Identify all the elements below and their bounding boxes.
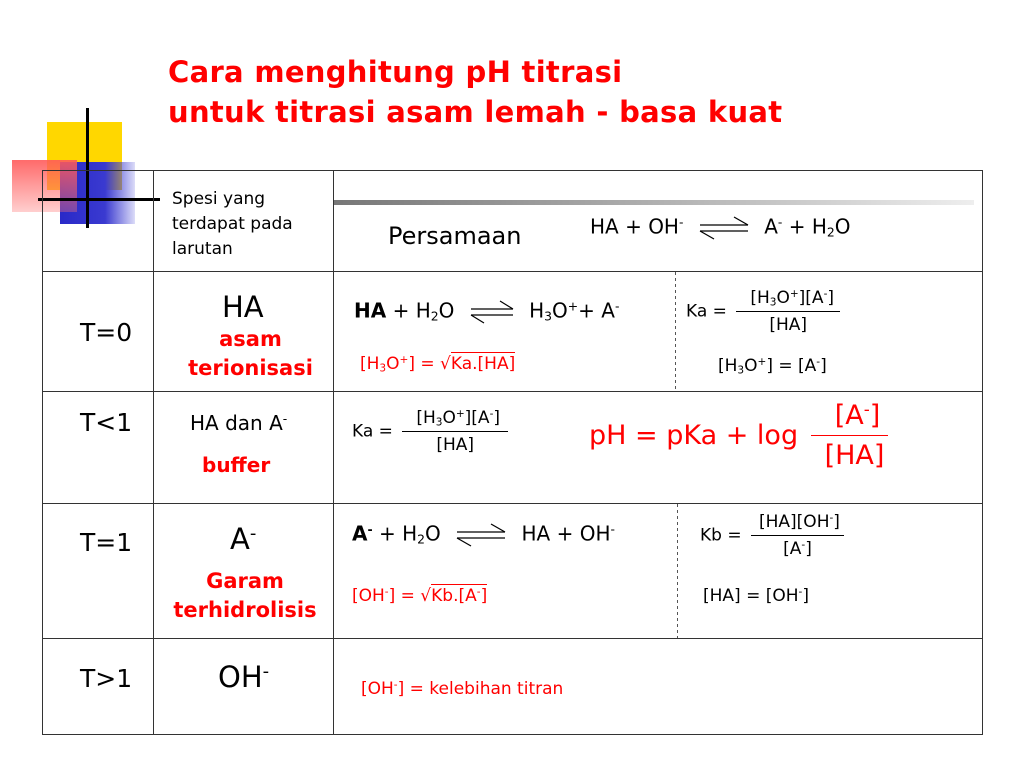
ph-equation	[589, 400, 888, 471]
eq-a: [HA] = [OH	[703, 586, 799, 606]
row-t0-note: asam terionisasi	[188, 327, 313, 380]
equilibrium-arrow-icon	[453, 520, 509, 550]
row-t1lt-species	[190, 411, 287, 435]
sqrt-icon: √	[440, 354, 451, 374]
ka-num-c: ][A	[464, 408, 490, 428]
row-t0-formula-b: O	[386, 354, 400, 374]
kb-num-a: [HA][OH	[759, 512, 830, 532]
row-t0-formula	[360, 354, 515, 374]
header-equation-label: Persamaan	[388, 222, 522, 250]
row-t1-formula-radicand	[431, 584, 487, 606]
ka-num-sub: 3	[769, 296, 777, 309]
ph-log-fraction	[811, 400, 889, 471]
ka-numerator	[402, 408, 508, 432]
kb-fraction	[751, 512, 844, 559]
ka-fraction	[736, 288, 840, 335]
reaction-rhs-b-sub: 2	[826, 224, 835, 240]
ka-num-b: O	[776, 288, 790, 308]
row-t1gt-species-text: OH	[218, 660, 263, 694]
row-t0-product2-sup: -	[614, 298, 620, 314]
reaction-rhs-a-sup: -	[777, 214, 783, 230]
row-t1-time: T=1	[80, 528, 133, 557]
row-t1-note: Garam terhidrolisis	[173, 569, 317, 622]
eq-b: ]	[802, 586, 809, 606]
ka-denominator: [HA]	[769, 315, 808, 335]
row-t1gt-formula	[361, 679, 563, 699]
row-t1gt-species-sup: -	[262, 661, 270, 683]
header-species-label: Spesi yang terdapat pada larutan	[172, 189, 293, 259]
row-t0-reaction	[354, 297, 619, 327]
row-t1-formula-sup: -	[384, 586, 389, 599]
kb-num-sup: -	[829, 512, 834, 525]
ka-num-a: [H	[416, 408, 436, 428]
row-t0-formula-a: [H	[360, 354, 380, 374]
row-t1-formula-b: ] =	[388, 586, 421, 606]
kb-den-sup: -	[801, 539, 806, 552]
row-t1-reaction-sub: 2	[417, 531, 426, 547]
equilibrium-arrow-icon	[696, 213, 752, 243]
row-t0-time: T=0	[80, 318, 133, 347]
row-t1-product: HA + OH	[521, 521, 611, 546]
row-t1gt-species	[218, 660, 269, 694]
reaction-lhs-sup: -	[678, 214, 684, 230]
ph-num-b: ]	[869, 400, 881, 431]
eq-sub: 3	[737, 364, 745, 377]
kb-den-a: [A	[783, 539, 802, 559]
reaction-rhs-c: O	[834, 214, 851, 239]
row-t0-formula-radicand: Ka.[HA]	[450, 354, 516, 374]
ka-label: Ka =	[352, 421, 393, 442]
row-t0-product-sub: 3	[544, 308, 553, 324]
row-t0-reaction-part2: O	[438, 298, 455, 323]
row-t1-product-sup: -	[610, 521, 615, 537]
row-t1gt-time: T>1	[80, 664, 133, 693]
reaction-lhs: HA + OH	[590, 214, 679, 239]
eq-c: ] = [A	[766, 356, 817, 376]
row-t0-formula-sup: +	[399, 354, 409, 367]
ka-num-sup: +	[789, 288, 799, 301]
row-t1lt-species-text: HA dan A	[190, 411, 283, 435]
row-t1-kb	[700, 512, 844, 559]
ka-num-d: ]	[827, 288, 835, 308]
ka-fraction	[402, 408, 508, 455]
row-t1-reaction-bold: A	[352, 521, 368, 546]
eq-sup2: -	[816, 356, 821, 369]
row-t1-reaction-bold-sup: -	[367, 521, 373, 537]
eq-sup: +	[757, 356, 767, 369]
title-line-1: Cara menghitung pH titrasi	[168, 55, 623, 89]
eq-sup: -	[798, 586, 803, 599]
row-t1-reaction-part2: O	[425, 521, 441, 546]
kb-denominator	[779, 536, 816, 559]
header-shade-line	[334, 200, 974, 205]
row-t0-product: H	[529, 298, 545, 323]
row-t0-formula-sub: 3	[379, 362, 387, 375]
row-t0-reaction-sub: 2	[430, 308, 439, 324]
reaction-rhs-b: + H	[782, 214, 827, 239]
ka-num-c: ][A	[798, 288, 824, 308]
equilibrium-arrow-icon	[467, 297, 517, 327]
ph-num-a: [A	[834, 400, 864, 431]
eq-a: [H	[718, 356, 738, 376]
row-t0-ka	[686, 288, 840, 335]
ka-num-sup2: -	[489, 408, 494, 421]
row-t1-equality	[703, 586, 809, 606]
row-t1gt-formula-sup: -	[393, 679, 398, 692]
ka-num-sup: +	[455, 408, 465, 421]
sqrt-icon: √	[420, 586, 432, 606]
ka-num-sup2: -	[823, 288, 828, 301]
row-t1lt-ka	[352, 408, 508, 455]
row-t1-species	[230, 522, 256, 556]
row-t0-product2: + A	[578, 298, 615, 323]
row-t1-species-sup: -	[249, 523, 257, 545]
row-t1-reaction-part: + H	[372, 521, 418, 546]
ka-num-d: ]	[493, 408, 501, 428]
row-t1lt-time: T<1	[80, 408, 133, 437]
row-t0-reaction-bold: HA	[354, 298, 387, 323]
row-t0-product-b: O	[552, 298, 568, 323]
eq-b: O	[744, 356, 758, 376]
row-t1lt-note: buffer	[202, 453, 271, 477]
row-t0-species: HA	[222, 290, 264, 324]
ka-num-b: O	[442, 408, 456, 428]
ka-denominator: [HA]	[436, 435, 475, 455]
kb-numerator	[751, 512, 844, 536]
ka-num-a: [H	[750, 288, 770, 308]
row-t1lt-species-sup: -	[282, 411, 288, 427]
row-t1gt-formula-a: [OH	[361, 679, 394, 699]
row-t0-product-sup: +	[567, 298, 579, 314]
ka-num-sub: 3	[435, 416, 443, 429]
kb-label: Kb =	[700, 525, 742, 546]
row-t1-rad-sup: -	[476, 586, 481, 599]
row-t0-reaction-part: + H	[386, 298, 431, 323]
eq-d: ]	[820, 356, 827, 376]
row-t0-equality	[718, 356, 827, 376]
row-t0-formula-c: ] =	[408, 354, 441, 374]
header-reaction	[590, 213, 851, 243]
ph-log-denominator: [HA]	[824, 440, 885, 471]
row-t1-formula	[352, 586, 487, 606]
kb-den-b: ]	[805, 539, 812, 559]
kb-num-b: ]	[833, 512, 840, 532]
row-t1-species-text: A	[230, 522, 250, 556]
reaction-rhs-a: A	[764, 214, 778, 239]
ka-numerator	[736, 288, 840, 312]
row-t1-reaction	[352, 520, 615, 550]
title-line-2: untuk titrasi asam lemah - basa kuat	[168, 95, 783, 129]
ph-equation-text: pH = pKa + log	[589, 420, 799, 451]
row-t1gt-formula-b: ] = kelebihan titran	[397, 679, 564, 699]
row-t1-rad-b: ]	[480, 586, 488, 606]
row-t1-rad-a: Kb.[A	[431, 586, 477, 606]
ph-log-numerator	[811, 400, 889, 436]
row-t1-formula-a: [OH	[352, 586, 385, 606]
ph-num-sup: -	[863, 398, 870, 419]
ka-label: Ka =	[686, 301, 727, 322]
